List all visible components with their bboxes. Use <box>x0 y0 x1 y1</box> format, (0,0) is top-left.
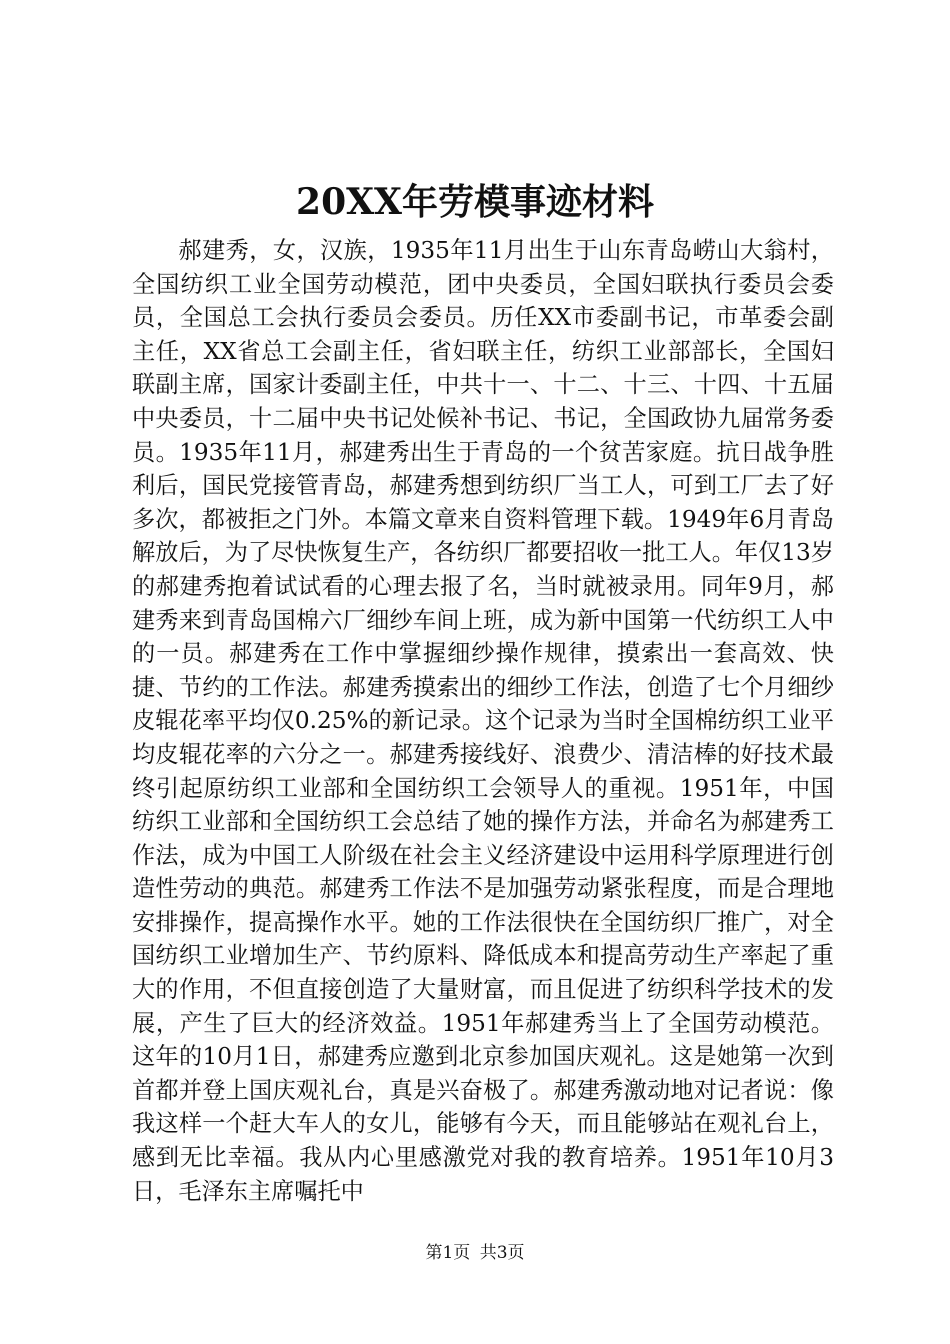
document-body-paragraph: 郝建秀，女，汉族，1935年11月出生于山东青岛崂山大翁村，全国纺织工业全国劳动模范，团中央委员，全国妇联执行委员会委员，全国总工会执行委员会委员。历任XX市委副书记，市革委会副主任，XX省总工会副主任，省妇联主任，纺织工业部部长，全国妇联副主席，国家计委副主任，中共十一、十二、十三、十四、十五届中央委员，十二届中央书记处候补书记、书记，全国政协九届常务委员。1935年11月，郝建秀出生于青岛的一个贫苦家庭。抗日战争胜利后，国民党接管青岛，郝建秀想到纺织厂当工人，可到工厂去了好多次，都被拒之门外。本篇文章来自资料管理下载。1949年6月青岛解放后，为了尽快恢复生产，各纺织厂都要招收一批工人。年仅13岁的郝建秀抱着试试看的心理去报了名，当时就被录用。同年9月，郝建秀来到青岛国棉六厂细纱车间上班，成为新中国第一代纺织工人中的一员。郝建秀在工作中掌握细纱操作规律，摸索出一套高效、快捷、节约的工作法。郝建秀摸索出的细纱工作法，创造了七个月细纱皮辊花率平均仅0.25%的新记录。这个记录为当时全国棉纺织工业平均皮辊花率的六分之一。郝建秀接线好、浪费少、清洁棒的好技术最终引起原纺织工业部和全国纺织工会领导人的重视。1951年，中国纺织工业部和全国纺织工会总结了她的操作方法，并命名为郝建秀工作法，成为中国工人阶级在社会主义经济建设中运用科学原理进行创造性劳动的典范。郝建秀工作法不是加强劳动紧张程度，而是合理地安排操作，提高操作水平。她的工作法很快在全国纺织厂推广，对全国纺织工业增加生产、节约原料、降低成本和提高劳动生产率起了重大的作用，不但直接创造了大量财富，而且促进了纺织科学技术的发展，产生了巨大的经济效益。1951年郝建秀当上了全国劳动模范。这年的10月1日，郝建秀应邀到北京参加国庆观礼。这是她第一次到首都并登上国庆观礼台，真是兴奋极了。郝建秀激动地对记者说：像我这样一个赶大车人的女儿，能够有今天，而且能够站在观礼台上，感到无比幸福。我从内心里感激党对我的教育培养。1951年10月3日，毛泽东主席嘱托中 <box>132 237 834 1205</box>
page-footer <box>0 1242 950 1264</box>
document-title: 20XX年劳模事迹材料 <box>296 181 654 223</box>
page-number-total: 共3页 <box>479 1243 525 1263</box>
page-number-current: 第1页 <box>425 1243 471 1263</box>
